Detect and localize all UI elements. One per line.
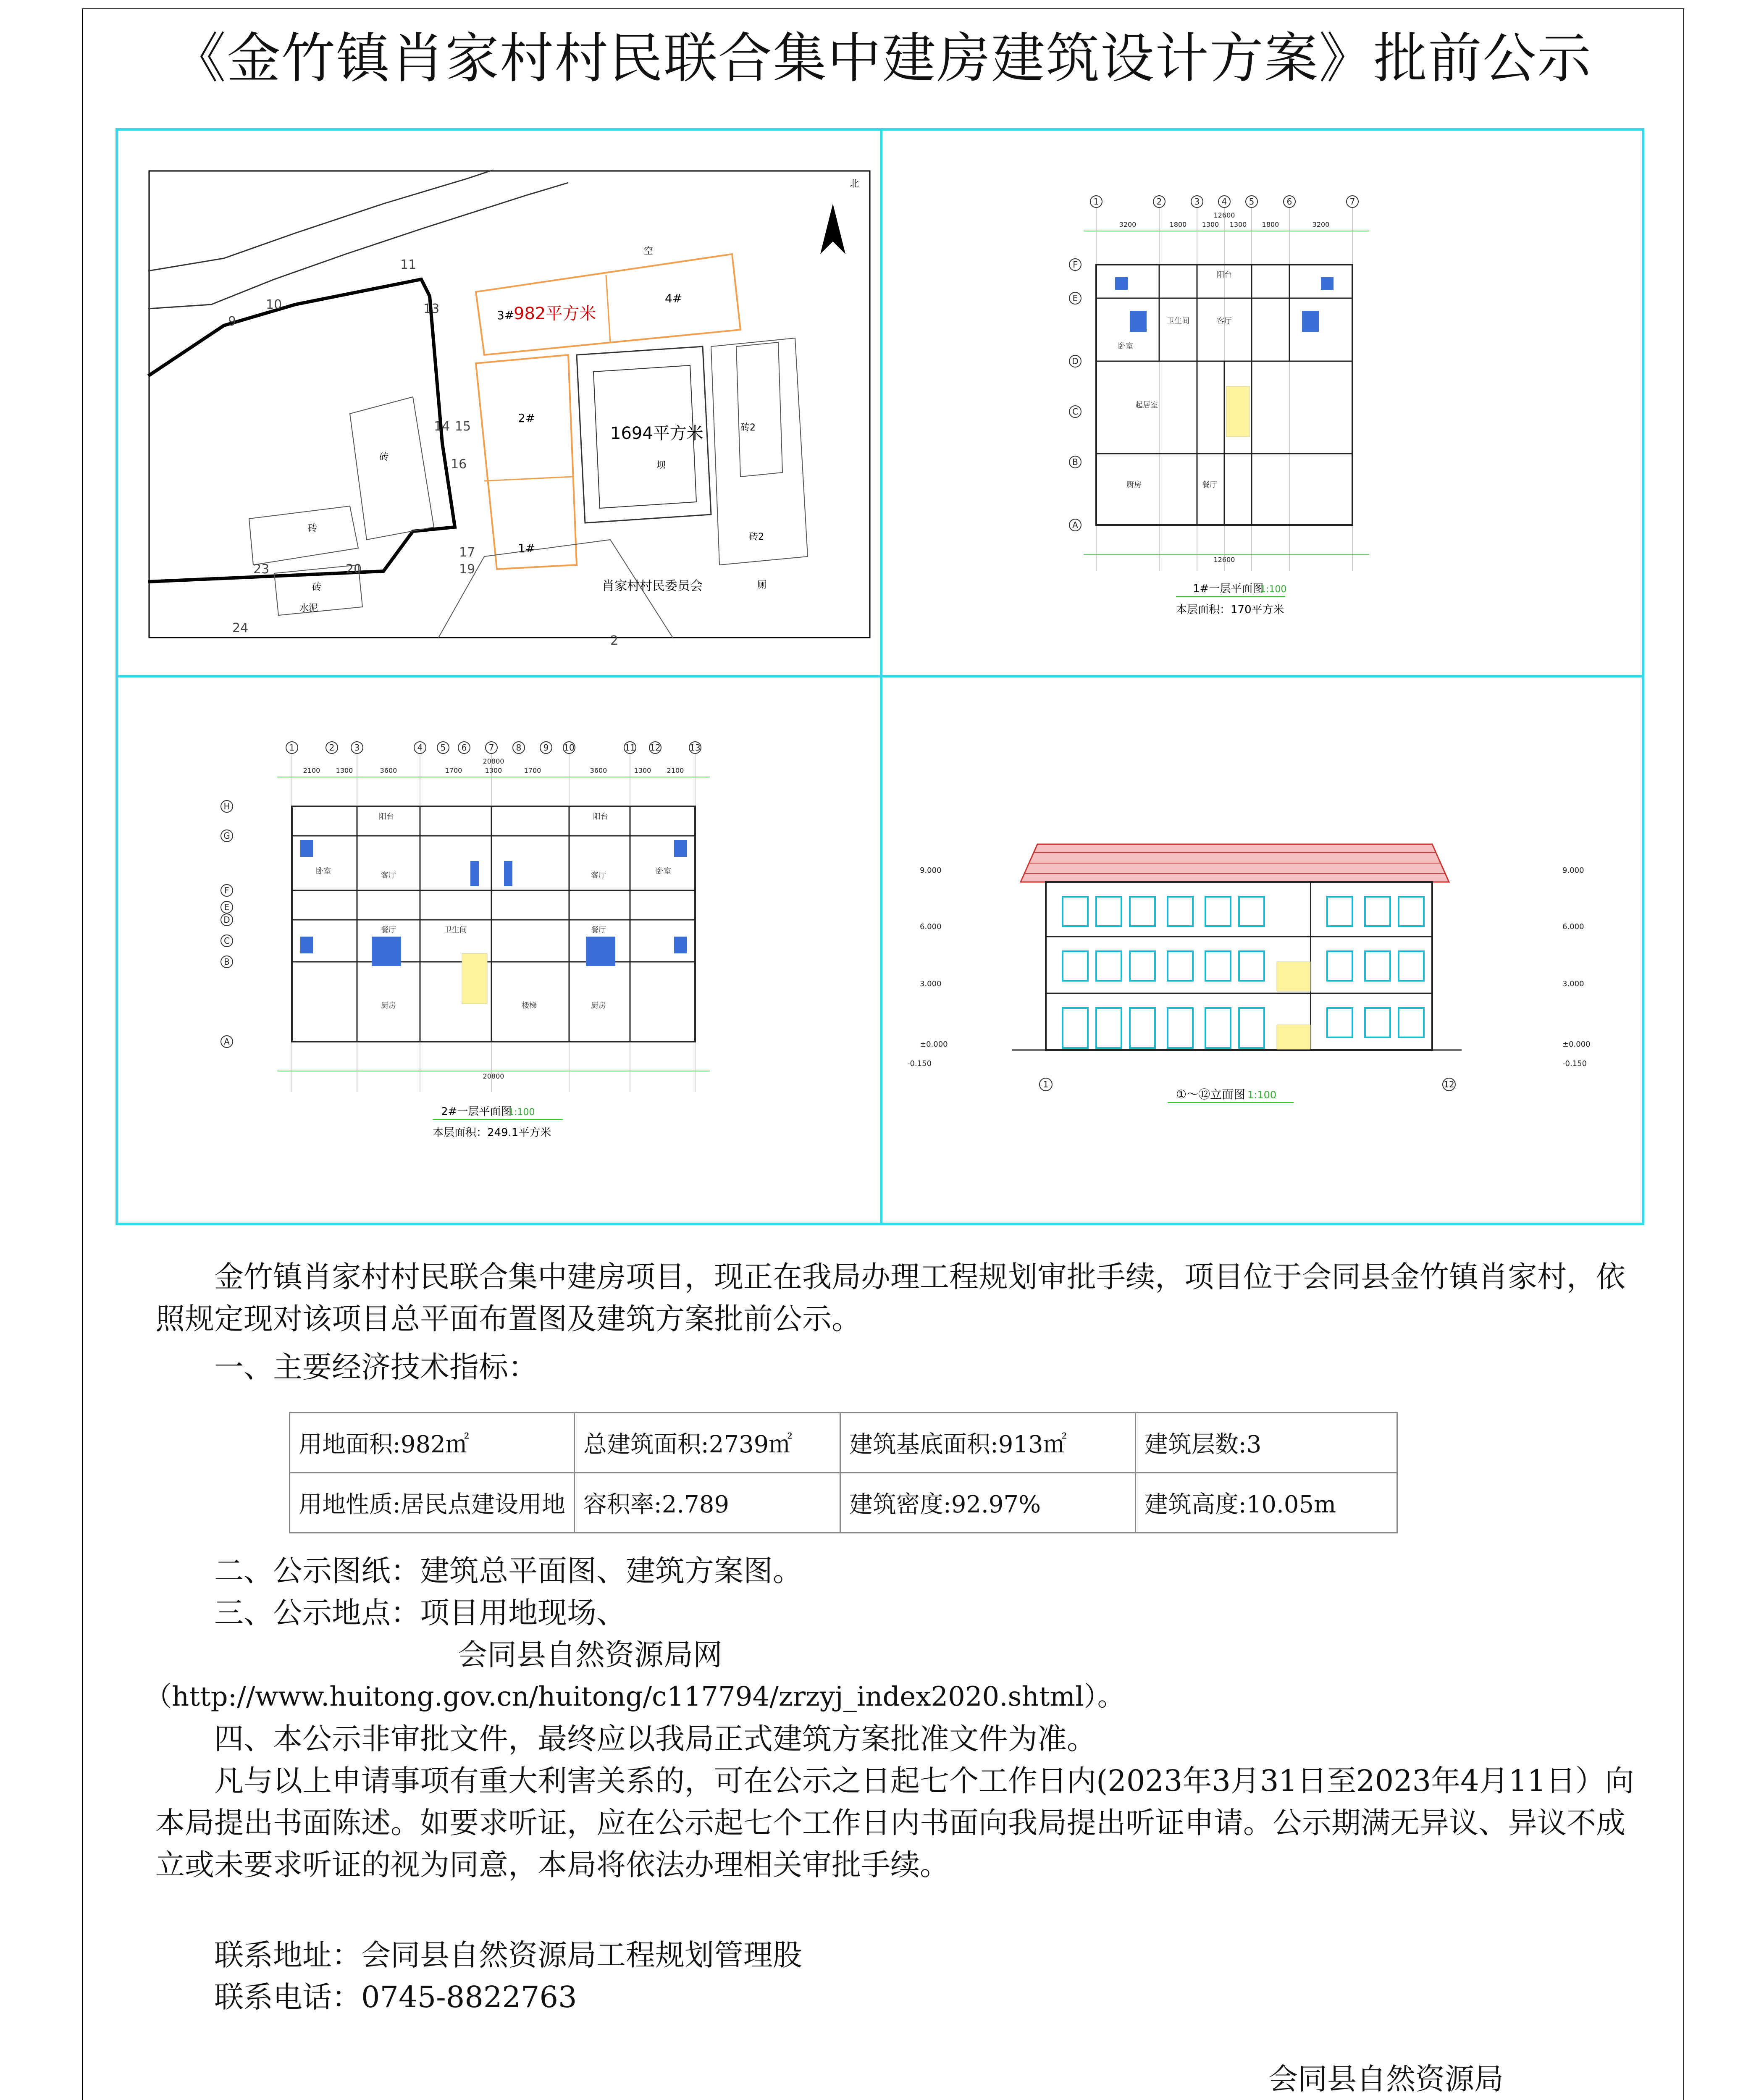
point-11: 11 xyxy=(400,257,417,272)
elevation-drawing xyxy=(907,823,1630,1109)
grid-divider-horizontal xyxy=(116,675,1644,677)
elev-level-left-minus: -0.150 xyxy=(907,1059,932,1068)
section-3-site: 会同县自然资源局网 xyxy=(458,1638,722,1672)
elev-level-left-6000: 6.000 xyxy=(920,922,942,931)
point-2: 2 xyxy=(610,633,619,648)
plan2-axis-D: D xyxy=(223,915,230,925)
site-label-toilet: 厕 xyxy=(757,580,767,591)
indicator-table xyxy=(289,1412,1398,1533)
table-cell: 建筑密度:92.97% xyxy=(840,1473,1135,1533)
plan2-dim-7: 3600 xyxy=(590,766,607,774)
plan2-dim-4: 1700 xyxy=(445,766,462,774)
plan1-axis-7: 7 xyxy=(1349,197,1355,207)
plan2-room-balcony-left: 阳台 xyxy=(379,812,394,821)
table-cell: 建筑基底面积:913㎡ xyxy=(840,1413,1135,1473)
plan2-axis-7: 7 xyxy=(488,743,494,753)
plot-area-red: 982平方米 xyxy=(514,304,596,323)
plan1-scale: 1:100 xyxy=(1260,584,1287,595)
elev-level-left-9000: 9.000 xyxy=(920,866,942,875)
plan2-dim-3: 3600 xyxy=(380,766,397,774)
elev-level-right-minus: -0.150 xyxy=(1562,1059,1587,1068)
plan2-axis-1: 1 xyxy=(289,743,295,753)
plan1-room-bedroom: 卧室 xyxy=(1118,342,1133,351)
elev-level-left-3000: 3.000 xyxy=(920,979,942,988)
plan2-room-stairs: 楼梯 xyxy=(522,1001,537,1010)
elevation-scale: 1:100 xyxy=(1247,1089,1277,1101)
point-23: 23 xyxy=(253,562,270,577)
site-label-brick-a: 砖 xyxy=(379,452,389,462)
plan2-dim-6: 1700 xyxy=(524,766,541,774)
table-cell: 用地面积:982㎡ xyxy=(290,1413,575,1473)
plan2-room-living-right: 客厅 xyxy=(591,871,606,880)
elev-axis-1: 1 xyxy=(1043,1079,1049,1089)
contact-address: 联系地址：会同县自然资源局工程规划管理股 xyxy=(214,1938,802,1972)
point-19: 19 xyxy=(459,562,475,577)
point-24: 24 xyxy=(232,621,249,635)
plan-1-drawing xyxy=(1067,193,1428,630)
table-cell: 建筑层数:3 xyxy=(1135,1413,1397,1473)
site-label-brick2-a: 砖2 xyxy=(740,423,756,433)
plan2-dim-9: 2100 xyxy=(667,766,684,774)
site-label-empty: 空 xyxy=(644,246,654,257)
table-cell: 容积率:2.789 xyxy=(574,1473,840,1533)
plan1-axis-D: D xyxy=(1072,356,1079,366)
plan2-axis-B: B xyxy=(224,957,230,967)
plan2-room-balcony-right: 阳台 xyxy=(593,812,608,821)
contact-phone: 联系电话：0745-8822763 xyxy=(214,1980,577,2014)
site-label-brick2-b: 砖2 xyxy=(749,532,764,542)
plan1-axis-C: C xyxy=(1072,407,1078,417)
plan1-total-top: 12600 xyxy=(1213,211,1235,219)
section-4: 四、本公示非审批文件，最终应以我局正式建筑方案批准文件为准。 xyxy=(214,1722,1096,1756)
elev-level-right-6000: 6.000 xyxy=(1562,922,1584,931)
page-title: 《金竹镇肖家村村民联合集中建房建筑设计方案》批前公示 xyxy=(172,27,1592,90)
plan2-axis-9: 9 xyxy=(543,743,549,753)
point-14: 14 xyxy=(434,419,450,434)
plan2-axis-G: G xyxy=(223,831,230,841)
plan1-dim-5: 1800 xyxy=(1262,220,1279,228)
plan1-room-dining: 餐厅 xyxy=(1202,480,1217,489)
building-label-2: 2# xyxy=(518,411,536,425)
plan1-room-sitting: 起居室 xyxy=(1135,401,1158,410)
point-20: 20 xyxy=(346,562,362,577)
point-10: 10 xyxy=(266,297,282,312)
point-17: 17 xyxy=(459,545,475,560)
section-1-heading: 一、主要经济技术指标： xyxy=(214,1350,538,1384)
site-label-brick-b: 砖 xyxy=(308,523,318,534)
section-3-url: （http://www.huitong.gov.cn/huitong/c117794/zrzyj_index2020.shtml）。 xyxy=(145,1681,1124,1712)
elev-level-right-9000: 9.000 xyxy=(1562,866,1584,875)
plan1-room-bathroom: 卫生间 xyxy=(1167,317,1189,326)
plan1-axis-A: A xyxy=(1072,520,1078,530)
plan2-scale: 1:100 xyxy=(508,1107,535,1118)
plan2-dim-1: 2100 xyxy=(303,766,320,774)
intro-paragraph: 金竹镇肖家村村民联合集中建房项目，现正在我局办理工程规划审批手续，项目位于会同县金竹镇肖家村，依照规定现对该项目总平面布置图及建筑方案批前公示。 xyxy=(155,1260,1625,1336)
plan2-room-kitchen-right: 厨房 xyxy=(591,1001,606,1010)
plan1-room-balcony: 阳台 xyxy=(1217,270,1232,279)
plan1-axis-4: 4 xyxy=(1221,197,1227,207)
plan1-axis-2: 2 xyxy=(1156,197,1162,207)
plan1-total-bottom: 12600 xyxy=(1213,556,1235,564)
plan1-room-living: 客厅 xyxy=(1217,317,1232,326)
plan2-axis-13: 13 xyxy=(690,743,701,753)
plan1-dim-3: 1300 xyxy=(1202,220,1219,228)
site-label-cement: 水泥 xyxy=(299,603,318,614)
plan2-axis-11: 11 xyxy=(625,743,635,753)
elev-level-right-3000: 3.000 xyxy=(1562,979,1584,988)
plan2-title: 2#一层平面图 xyxy=(441,1105,512,1118)
building-label-1: 1# xyxy=(518,541,536,555)
plan2-room-kitchen-left: 厨房 xyxy=(381,1001,396,1010)
site-label-yard: 坝 xyxy=(656,460,666,471)
plan2-axis-8: 8 xyxy=(516,743,522,753)
plan2-axis-4: 4 xyxy=(417,743,423,753)
plot-area-black: 1694平方米 xyxy=(610,424,704,443)
plan1-room-kitchen: 厨房 xyxy=(1126,480,1142,489)
plan1-axis-5: 5 xyxy=(1249,197,1255,207)
table-cell: 总建筑面积:2739㎡ xyxy=(574,1413,840,1473)
plan2-room-dining-left: 餐厅 xyxy=(381,926,396,934)
plan2-room-bedroom-left: 卧室 xyxy=(316,867,331,876)
plan1-dim-1: 3200 xyxy=(1119,220,1137,228)
plan2-room-bedroom-right: 卧室 xyxy=(656,867,671,876)
plan1-axis-1: 1 xyxy=(1093,197,1099,207)
elev-level-left-0: ±0.000 xyxy=(920,1040,948,1049)
plan1-axis-3: 3 xyxy=(1194,197,1200,207)
building-label-4: 4# xyxy=(665,291,682,305)
plan1-dim-6: 3200 xyxy=(1312,220,1330,228)
plan1-axes-top xyxy=(1090,196,1358,207)
plan1-axis-F: F xyxy=(1073,260,1078,270)
elev-axis-12: 12 xyxy=(1444,1079,1454,1089)
plan1-dim-2: 1800 xyxy=(1169,220,1187,228)
notice-paragraph: 凡与以上申请事项有重大利害关系的，可在公示之日起七个工作日内(2023年3月31日至2023年4月11日）向本局提出书面陈述。如要求听证，应在公示起七个工作日内书面向我局提出听证申请。公示期满无异议、异议不成立或未要求听证的视为同意，本局将依法办理相关审批手续。 xyxy=(155,1764,1634,1882)
table-cell: 用地性质:居民点建设用地 xyxy=(290,1473,575,1533)
point-9: 9 xyxy=(228,314,236,329)
plan1-axis-6: 6 xyxy=(1286,197,1292,207)
section-3: 三、公示地点：项目用地现场、 xyxy=(214,1596,626,1630)
plan2-axis-H: H xyxy=(223,801,230,811)
plan2-total-top: 20800 xyxy=(483,757,504,765)
plan2-area: 本层面积：249.1平方米 xyxy=(433,1126,551,1139)
plan1-axis-E: E xyxy=(1072,293,1078,303)
plan2-axis-F: F xyxy=(224,885,229,895)
plan1-area: 本层面积：170平方米 xyxy=(1176,604,1284,616)
plan2-dim-2: 1300 xyxy=(336,766,353,774)
plan2-axis-5: 5 xyxy=(440,743,446,753)
plan2-room-dining-right: 餐厅 xyxy=(591,926,606,934)
plan2-dim-5: 1300 xyxy=(485,766,502,774)
plan2-axis-2: 2 xyxy=(329,743,335,753)
plan2-axis-12: 12 xyxy=(650,743,661,753)
plan2-axis-6: 6 xyxy=(461,743,467,753)
point-15: 15 xyxy=(455,419,471,434)
point-13: 13 xyxy=(423,302,440,316)
site-label-brick-c: 砖 xyxy=(312,582,322,593)
plan2-axis-10: 10 xyxy=(564,743,575,753)
plan1-axis-B: B xyxy=(1072,457,1078,467)
section-2: 二、公示图纸：建筑总平面图、建筑方案图。 xyxy=(214,1554,802,1588)
building-label-3: 3# xyxy=(497,308,514,322)
plan2-dim-8: 1300 xyxy=(634,766,651,774)
signature-org: 会同县自然资源局 xyxy=(1268,2062,1504,2096)
point-16: 16 xyxy=(451,457,467,472)
elevation-title: ①～⑫立面图 xyxy=(1176,1087,1246,1101)
site-plan xyxy=(148,170,871,648)
table-row xyxy=(290,1413,1397,1473)
village-committee-label: 肖家村村民委员会 xyxy=(602,579,703,593)
plan2-axis-A: A xyxy=(224,1037,230,1047)
plan2-axis-E: E xyxy=(224,902,230,912)
elev-level-right-0: ±0.000 xyxy=(1562,1040,1591,1049)
plan1-dim-4: 1300 xyxy=(1229,220,1247,228)
plan2-total-bottom: 20800 xyxy=(483,1072,504,1080)
north-label: 北 xyxy=(850,179,859,189)
table-row xyxy=(290,1473,1397,1533)
plan2-room-living-left: 客厅 xyxy=(381,871,396,880)
table-cell: 建筑高度:10.05m xyxy=(1135,1473,1397,1533)
plan-2-drawing xyxy=(218,739,806,1159)
plan2-room-bathroom: 卫生间 xyxy=(444,926,467,934)
plan1-title: 1#一层平面图 xyxy=(1193,583,1264,595)
plan2-axis-C: C xyxy=(224,936,230,946)
plan2-axis-3: 3 xyxy=(354,743,360,753)
